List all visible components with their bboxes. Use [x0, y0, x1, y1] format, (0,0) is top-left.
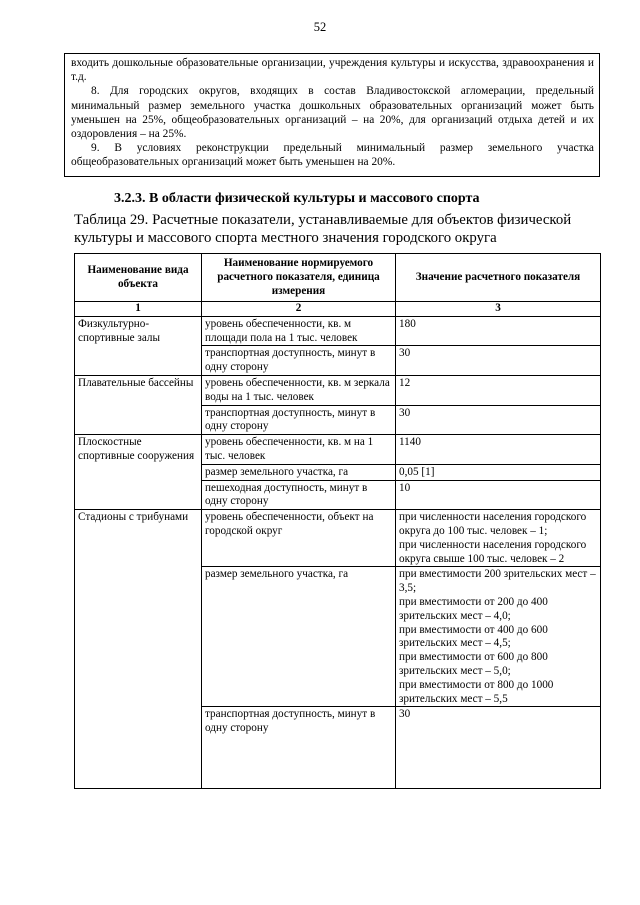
indicator-cell: уровень обеспеченности, кв. м на 1 тыс. человек [202, 435, 396, 465]
indicator-cell: размер земельного участка, га [202, 464, 396, 480]
object-name-cell: Плавательные бассейны [75, 375, 202, 434]
framed-text-box [64, 53, 600, 177]
value-cell: 10 [396, 480, 601, 510]
object-name-cell: Физкультурно-спортивные залы [75, 316, 202, 375]
column-number: 2 [202, 302, 396, 317]
indicator-cell: пешеходная доступность, минут в одну сторону [202, 480, 396, 510]
indicator-cell: уровень обеспеченности, кв. м зеркала воды на 1 тыс. человек [202, 375, 396, 405]
indicators-table [74, 253, 601, 789]
indicator-cell: транспортная доступность, минут в одну сторону [202, 405, 396, 435]
value-cell: при численности населения городского округа до 100 тыс. человек – 1; при численности населения городского округа свыше 100 тыс. человек – 2 [396, 510, 601, 567]
value-cell: 0,05 [1] [396, 464, 601, 480]
value-cell: при вместимости 200 зрительских мест – 3,5; при вместимости от 200 до 400 зрительских мест – 4,0; при вместимости от 400 до 600 зрительских мест – 4,5; при вместимости от 600 до 800 зрительских мест – 5,0; при вместимости от 800 до 1000 зрительских мест – 5,5 [396, 567, 601, 707]
framed-text-item-8: 8. Для городских округов, входящих в состав Владивостокской агломерации, предельный минимальный размер земельного участка дошкольных образовательных организаций может быть уменьшен на 25%, общеобразовательных организаций – на 20%, для организаций отдыха детей и их оздоровления – на 25%. [71, 85, 594, 141]
table-header-indicator: Наименование нормируемого расчетного показателя, единица измерения [202, 254, 396, 302]
indicator-cell: транспортная доступность, минут в одну сторону [202, 346, 396, 376]
table-row [75, 375, 601, 405]
framed-text-line: входить дошкольные образовательные организации, учреждения культуры и искусства, здравоохранения и т.д. [71, 57, 594, 84]
indicator-cell: размер земельного участка, га [202, 567, 396, 707]
table-caption: Таблица 29. Расчетные показатели, устанавливаемые для объектов физической культуры и массового спорта местного значения городского округа [74, 212, 572, 246]
value-cell: 1140 [396, 435, 601, 465]
value-cell: 30 [396, 405, 601, 435]
table-row [75, 510, 601, 567]
column-number: 3 [396, 302, 601, 317]
table-header-value: Значение расчетного показателя [396, 254, 601, 302]
value-cell: 30 [396, 707, 601, 789]
page-number: 52 [313, 20, 327, 34]
value-cell: 30 [396, 346, 601, 376]
object-name-cell: Плоскостные спортивные сооружения [75, 435, 202, 510]
indicator-cell: уровень обеспеченности, кв. м площади пола на 1 тыс. человек [202, 316, 396, 346]
table-header-object-type: Наименование вида объекта [75, 254, 202, 302]
object-name-cell: Стадионы с трибунами [75, 510, 202, 789]
section-heading: 3.2.3. В области физической культуры и массового спорта [114, 191, 480, 206]
table-row [75, 316, 601, 346]
value-cell: 180 [396, 316, 601, 346]
framed-text-item-9: 9. В условиях реконструкции предельный минимальный размер земельного участка общеобразовательных организаций может быть уменьшен на 20%. [71, 142, 594, 169]
value-cell: 12 [396, 375, 601, 405]
indicator-cell: уровень обеспеченности, объект на городской округ [202, 510, 396, 567]
indicator-cell: транспортная доступность, минут в одну сторону [202, 707, 396, 789]
table-row [75, 435, 601, 465]
column-number: 1 [75, 302, 202, 317]
